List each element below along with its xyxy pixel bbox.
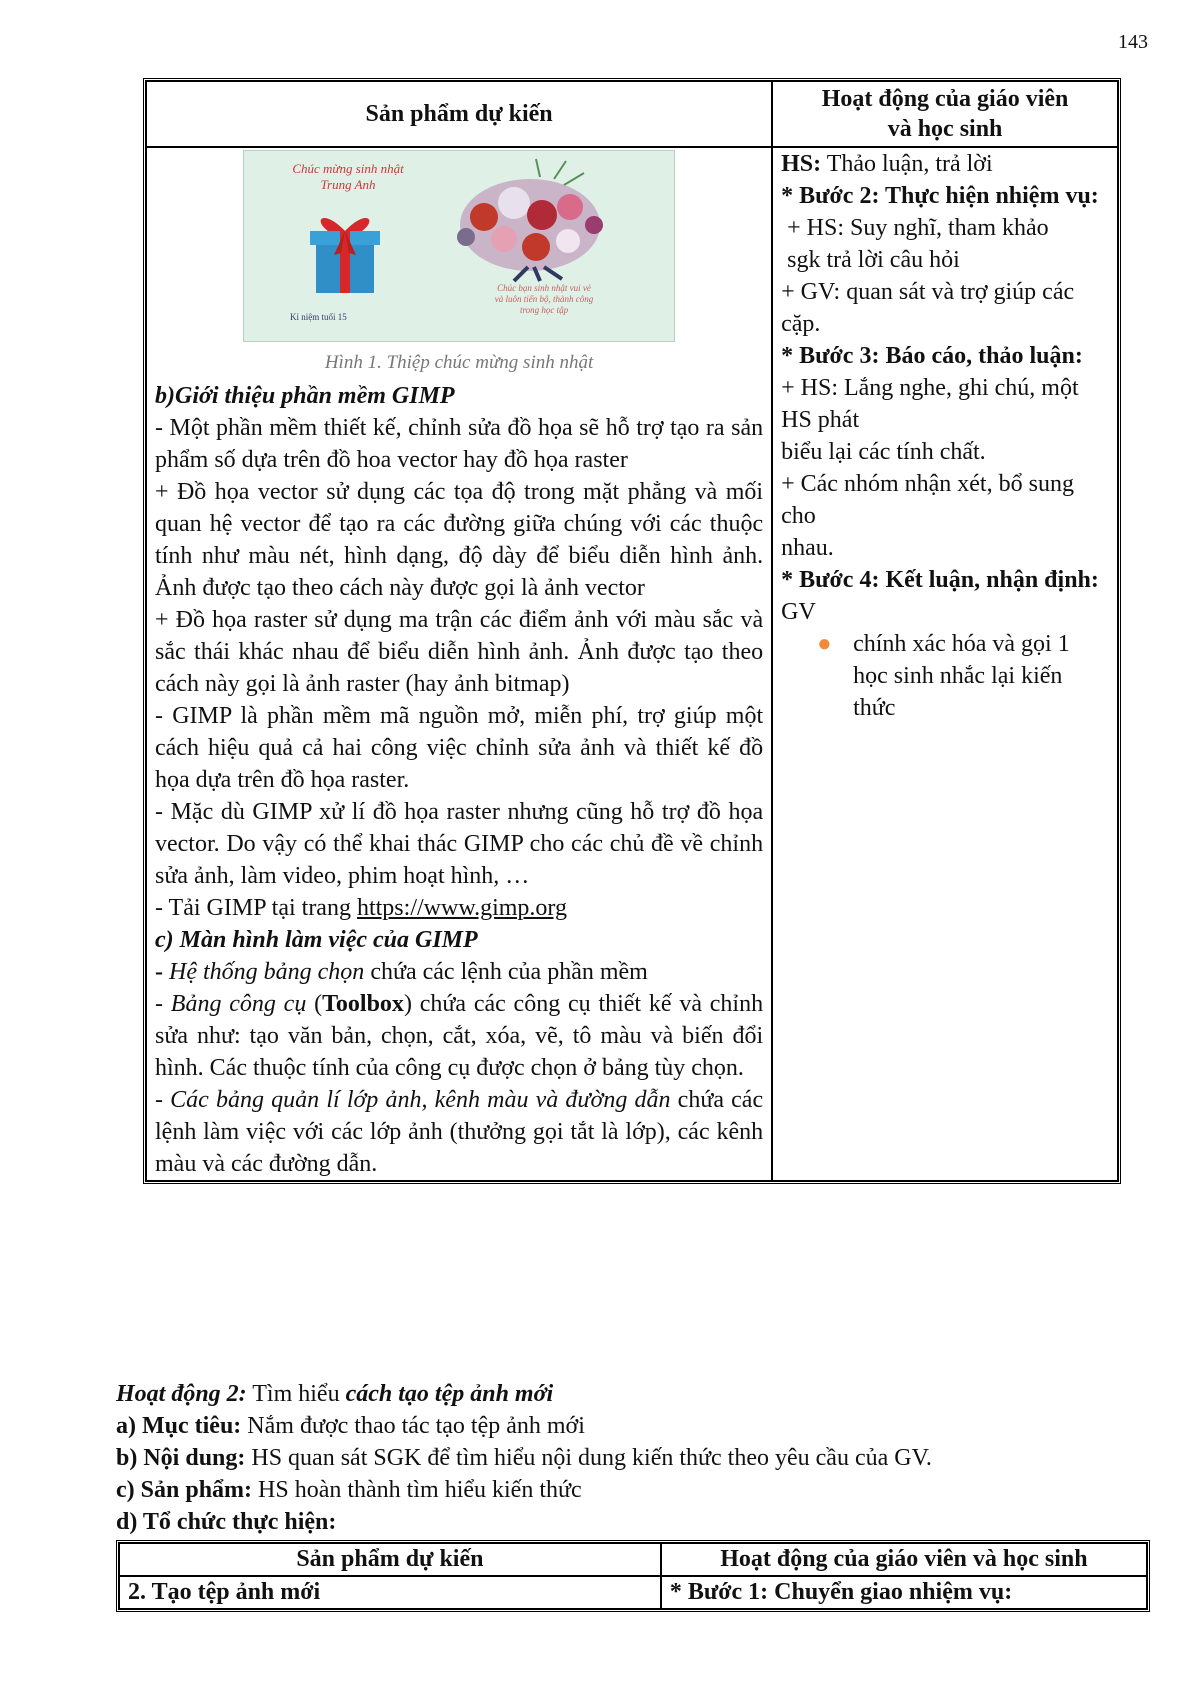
product-text: HS hoàn thành tìm hiểu kiến thức [252, 1477, 582, 1503]
card-wish-line3: trong học tập [519, 305, 569, 315]
menu-system-desc: chứa các lệnh của phần mềm [364, 959, 648, 985]
hs-label: HS: [781, 151, 822, 177]
product-cell [146, 147, 772, 1181]
table-header-row [146, 81, 1118, 147]
figure-caption: Hình 1. Thiệp chúc mừng sinh nhật [324, 352, 594, 373]
objective-label: a) Mục tiêu: [116, 1413, 242, 1439]
list-item [817, 628, 1109, 724]
card-greeting-line2: Trung Anh [320, 177, 376, 192]
page-number: 143 [1118, 31, 1148, 53]
activity-cell [772, 147, 1118, 1181]
table-row [119, 1576, 1147, 1609]
activity-2-title [116, 1378, 1116, 1410]
paragraph-1: - Một phần mềm thiết kế, chỉnh sửa đồ họa sẽ hỗ trợ tạo ra sản phẩm số dựa trên đồ hoa vector hay đồ họa raster [155, 415, 764, 473]
menu-system-term: Hệ thống bảng chọn [169, 959, 365, 985]
step-4-heading [781, 564, 1109, 628]
activity-2-section [116, 1378, 1116, 1538]
activity-2-emph: cách tạo tệp ảnh mới [345, 1381, 554, 1407]
card-wish-line1: Chúc bạn sinh nhật vui vẻ [497, 283, 591, 293]
activity-2-table [116, 1540, 1150, 1612]
section-b-title [155, 380, 763, 412]
header-expected-product: Sản phẩm dự kiến [119, 1543, 661, 1576]
bullet-dot-icon: ● [817, 631, 832, 657]
paragraph-9 [155, 1084, 763, 1180]
paragraph-8 [155, 988, 763, 1084]
flower-bouquet-icon [444, 155, 614, 283]
content-label: b) Nội dung: [116, 1445, 246, 1471]
toolbox-word: Toolbox [322, 991, 404, 1017]
activity-2-label: Hoạt động 2: [116, 1381, 247, 1407]
activity-cell: * Bước 1: Chuyển giao nhiệm vụ: [661, 1576, 1147, 1609]
gift-box-icon [294, 209, 394, 299]
paragraph-2: + Đồ họa vector sử dụng các tọa độ trong mặt phẳng và mối quan hệ vector để tạo ra các đường giữa chúng với các thuộc tính như màu nét, hình dạng, độ dày để biểu diễn hình ảnh. Ảnh được tạo theo cách này được gọi là ảnh vector [155, 479, 764, 601]
organization-line [116, 1506, 1116, 1538]
birthday-card-image [243, 150, 675, 342]
product-label: c) Sản phẩm: [116, 1477, 253, 1503]
dash: - [155, 959, 169, 985]
card-greeting [258, 161, 438, 193]
table-header-row [119, 1543, 1147, 1576]
section-c-title-text: c) Màn hình làm việc của GIMP [155, 927, 478, 953]
organization-label: d) Tổ chức thực hiện: [116, 1509, 337, 1535]
hs-text: Thảo luận, trả lời [821, 151, 993, 177]
step-4-gv: GV [781, 599, 816, 625]
paragraph-3: + Đồ họa raster sử dụng ma trận các điểm ảnh với màu sắc và sắc thái khác nhau để biểu diễn hình ảnh. Ảnh được tạo theo cách này gọi là ảnh raster (hay ảnh bitmap) [155, 607, 764, 697]
step-2-line-a: + HS: Suy nghĩ, tham khảo [781, 215, 1049, 241]
gimp-website-link[interactable]: https://www.gimp.org [356, 895, 567, 921]
step-4-label: * Bước 4: Kết luận, nhận định: [781, 567, 1099, 593]
header-activities [772, 81, 1118, 147]
activity-2-plain: Tìm hiểu [246, 1381, 346, 1407]
step-3-line-d: nhau. [781, 535, 834, 561]
panels-term: - Các bảng quản lí lớp ảnh, kênh màu và đường dẫn [155, 1087, 671, 1113]
paragraph-4: - GIMP là phần mềm mã nguồn mở, miễn phí, trợ giúp một cách hiệu quả cả hai công việc chỉnh sửa ảnh và thiết kế đồ họa dựa trên đồ họa raster. [155, 703, 764, 793]
objective-line [116, 1410, 1116, 1442]
step-3-line-b: biểu lại các tính chất. [781, 439, 986, 465]
step-3-line-c: + Các nhóm nhận xét, bổ sung cho [781, 471, 1074, 529]
toolbox-term: Bảng công cụ [170, 991, 307, 1017]
header-activities-line2: và học sinh [887, 116, 1003, 142]
paragraph-5: - Mặc dù GIMP xử lí đồ họa raster nhưng cũng hỗ trợ đồ họa vector. Do vậy có thể khai thác GIMP cho các chủ đề về chỉnh sửa ảnh, làm video, phim hoạt hình, … [155, 799, 764, 889]
step-3-heading: * Bước 3: Báo cáo, thảo luận: [781, 343, 1083, 369]
paragraph-6 [155, 892, 763, 924]
panels-desc: chứa các lệnh làm việc với các lớp ảnh (thưởng gọi tắt là lớp), các kênh màu và các đường dẫn. [155, 1087, 764, 1177]
card-greeting-line1: Chúc mừng sinh nhật [292, 161, 404, 176]
objective-text: Nắm được thao tác tạo tệp ảnh mới [241, 1413, 585, 1439]
lesson-table [143, 78, 1121, 1184]
card-wish [444, 283, 644, 316]
card-wish-line2: và luôn tiến bộ, thành công [494, 294, 594, 304]
content-text: HS quan sát SGK để tìm hiểu nội dung kiến thức theo yêu cầu của GV. [245, 1445, 932, 1471]
paragraph-7 [155, 956, 763, 988]
step-2-heading: * Bước 2: Thực hiện nhiệm vụ: [781, 183, 1099, 209]
download-prefix: - Tải GIMP tại trang [155, 895, 357, 921]
step-2-line-b: sgk trả lời câu hỏi [781, 247, 960, 273]
toolbox-desc: ) chứa các công cụ thiết kế và chỉnh sửa như: tạo văn bản, chọn, cắt, xóa, vẽ, tô màu và biến đổi hình. Các thuộc tính của công cụ được chọn ở bảng tùy chọn. [155, 991, 764, 1081]
header-expected-product: Sản phẩm dự kiến [146, 81, 772, 147]
content-line [116, 1442, 1116, 1474]
step-3-line-a: + HS: Lắng nghe, ghi chú, một HS phát [781, 375, 1079, 433]
product-line [116, 1474, 1116, 1506]
step-2-line-c: + GV: quan sát và trợ giúp các cặp. [781, 279, 1075, 337]
header-activities-line1: Hoạt động của giáo viên [821, 86, 1069, 112]
paren-open: ( [306, 991, 323, 1017]
dash: - [155, 991, 171, 1017]
conclusion-list [781, 628, 1109, 724]
section-c-title [155, 924, 763, 956]
card-memo: Kỉ niệm tuổi 15 [290, 312, 347, 322]
section-b-title-text: b)Giới thiệu phần mềm GIMP [155, 383, 455, 409]
hs-discuss [781, 148, 1109, 180]
header-activities: Hoạt động của giáo viên và học sinh [661, 1543, 1147, 1576]
table-row [146, 147, 1118, 1181]
list-item-text: chính xác hóa và gọi 1 học sinh nhắc lại kiến thức [853, 631, 1070, 721]
product-cell: 2. Tạo tệp ảnh mới [119, 1576, 661, 1609]
